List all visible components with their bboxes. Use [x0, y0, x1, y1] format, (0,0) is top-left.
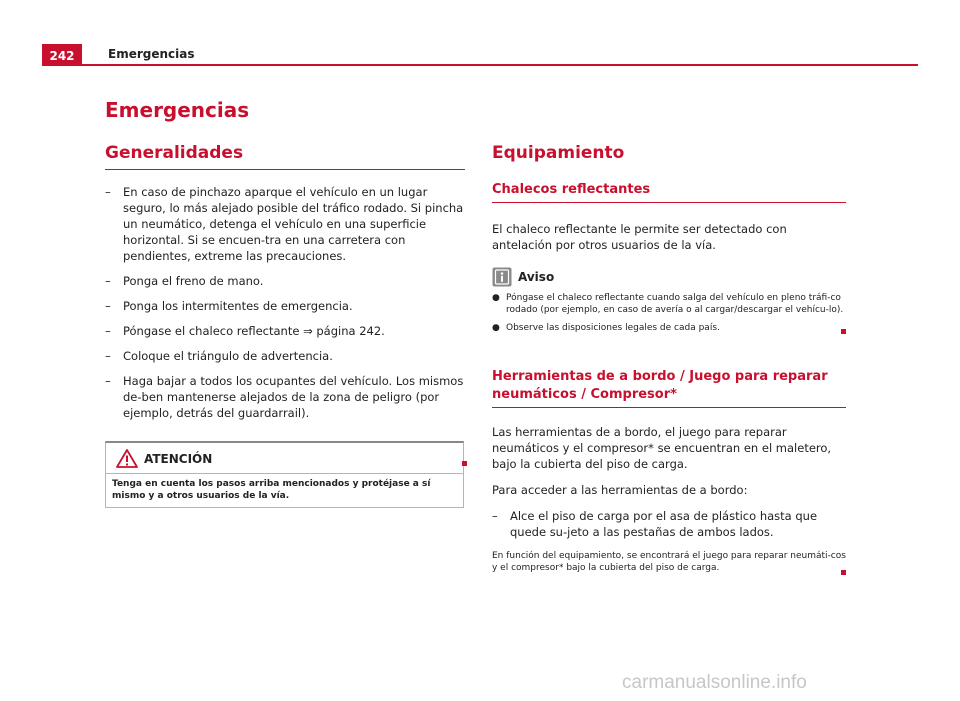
section-heading-generalidades: Generalidades — [105, 143, 465, 170]
warning-text: Tenga en cuenta los pasos arriba mencionados y protéjase a sí mismo y a otros usuarios de la vía. — [112, 479, 431, 501]
vest-description: El chaleco reflectante le permite ser detectado con antelación por otros usuarios de la vía. — [492, 222, 787, 252]
left-column — [105, 143, 465, 508]
list-item-text: Observe las disposiciones legales de cada país. — [506, 323, 720, 333]
list-item — [492, 292, 846, 316]
dash-marker: – — [105, 374, 111, 388]
header-rule — [82, 64, 918, 66]
bullet-marker: ● — [492, 293, 500, 303]
list-item-text: Ponga el freno de mano. — [123, 274, 264, 288]
dash-marker: – — [105, 274, 111, 288]
list-item — [105, 298, 465, 314]
list-item-text: Póngase el chaleco reflectante cuando salga del vehículo en pleno tráfi-co rodado (por ejemplo, en caso de avería o al cargar/descargar el vehícu-lo). — [506, 293, 844, 315]
dash-marker: – — [105, 349, 111, 363]
tools-steps-list — [492, 508, 846, 540]
section-end-marker — [462, 461, 467, 466]
list-item-text: Haga bajar a todos los ocupantes del vehículo. Los mismos de-ben mantenerse alejados de la zona de peligro (por ejemplo, detrás del guardarrail). — [123, 374, 464, 420]
list-item-text: Póngase el chaleco reflectante ⇒ página 242. — [123, 324, 385, 338]
dash-marker: – — [492, 509, 498, 523]
list-item-text: Alce el piso de carga por el asa de plástico hasta que quede su-jeto a las pestañas de ambos lados. — [510, 509, 818, 539]
tools-location-text: Las herramientas de a bordo, el juego para reparar neumáticos y el compresor* se encuentran en el maletero, bajo la cubierta del piso de carga. — [492, 425, 832, 471]
dash-marker: – — [105, 324, 111, 338]
emergency-steps-list — [105, 184, 465, 421]
list-item — [492, 508, 846, 540]
list-item — [105, 323, 465, 339]
list-item — [105, 373, 465, 421]
warning-header — [106, 443, 463, 474]
header-section-name: Emergencias — [108, 47, 195, 61]
warning-triangle-icon — [116, 449, 138, 468]
page-header — [42, 44, 918, 66]
section-end-marker — [841, 570, 846, 575]
section-heading-equipamiento: Equipamiento — [492, 143, 625, 163]
tools-note: En función del equipamiento, se encontrará el juego para reparar neumáti-cos y el compresor* bajo la cubierta del piso de carga. — [492, 551, 846, 573]
warning-title: ATENCIÓN — [144, 451, 213, 466]
page-number: 242 — [42, 44, 82, 66]
list-item — [105, 348, 465, 364]
notice-title: Aviso — [518, 270, 555, 284]
bullet-marker: ● — [492, 323, 500, 333]
right-column — [492, 143, 846, 574]
dash-marker: – — [105, 185, 111, 199]
chapter-title: Emergencias — [105, 98, 250, 122]
dash-marker: – — [105, 299, 111, 313]
subheading-reflective-vests: Chalecos reflectantes — [492, 181, 846, 203]
list-item-text: Coloque el triángulo de advertencia. — [123, 349, 333, 363]
notice-list — [492, 292, 846, 334]
list-item-text: En caso de pinchazo aparque el vehículo en un lugar seguro, lo más alejado posible del tráfico rodado. Si pincha un neumático, detenga el vehículo en una superficie horizontal. Si se encuen-tra en una carretera con pendientes, extreme las precauciones. — [123, 185, 464, 263]
watermark: carmanualsonline.info — [622, 672, 807, 693]
warning-box — [105, 441, 464, 508]
subheading-onboard-tools: Herramientas de a bordo / Juego para reparar neumáticos / Compresor* — [492, 368, 846, 408]
list-item — [492, 322, 846, 334]
notice-info-icon — [492, 267, 512, 287]
section-end-marker — [841, 329, 846, 334]
list-item-text: Ponga los intermitentes de emergencia. — [123, 299, 353, 313]
notice-header — [492, 267, 846, 287]
list-item — [105, 184, 465, 264]
tools-access-text: Para acceder a las herramientas de a bordo: — [492, 483, 748, 497]
list-item — [105, 273, 465, 289]
